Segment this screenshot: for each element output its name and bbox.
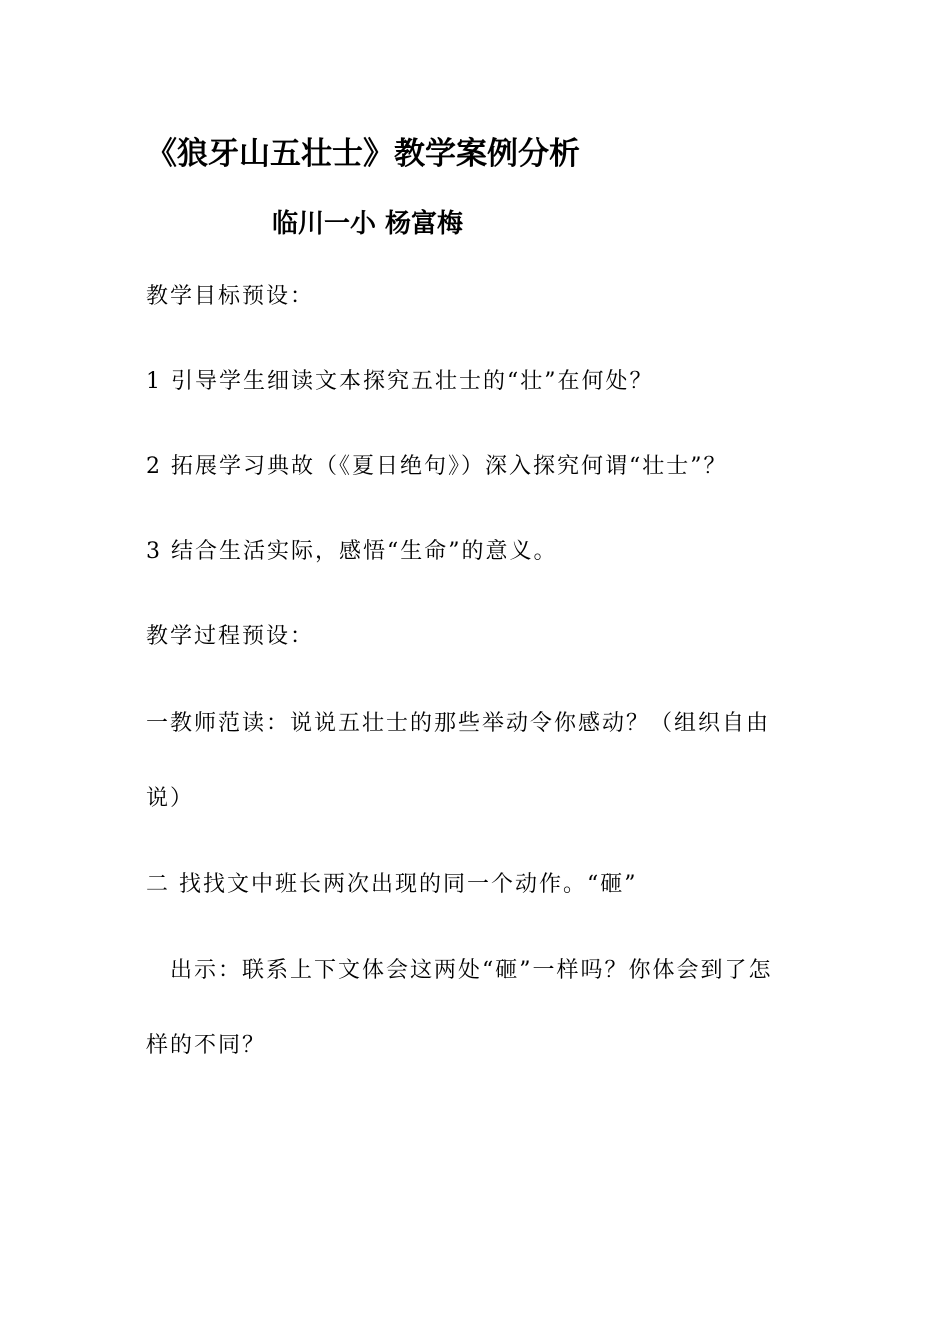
- process-step-1-continued: 说）: [146, 786, 195, 811]
- process-step-2: 二 找找文中班长两次出现的同一个动作。“砸”: [146, 872, 638, 897]
- process-step-2-prompt-continued: 样的不同？: [146, 1033, 267, 1058]
- document-title: 《狼牙山五壮士》教学案例分析: [146, 136, 580, 172]
- goal-item-3: 3 结合生活实际，感悟“生命”的意义。: [146, 539, 558, 564]
- goal-item-1: 1 引导学生细读文本探究五壮士的“壮”在何处？: [146, 369, 654, 394]
- process-step-1: 一教师范读：说说五壮士的那些举动令你感动？（组织自由: [146, 711, 771, 736]
- goal-item-2: 2 拓展学习典故（《夏日绝句》）深入探究何谓“壮士”？: [146, 454, 728, 479]
- section-heading-process: 教学过程预设：: [146, 624, 315, 649]
- process-step-2-prompt: 出示：联系上下文体会这两处“砸”一样吗？你体会到了怎: [170, 958, 773, 983]
- section-heading-goals: 教学目标预设：: [146, 284, 315, 309]
- document-author: 临川一小 杨富梅: [272, 209, 464, 239]
